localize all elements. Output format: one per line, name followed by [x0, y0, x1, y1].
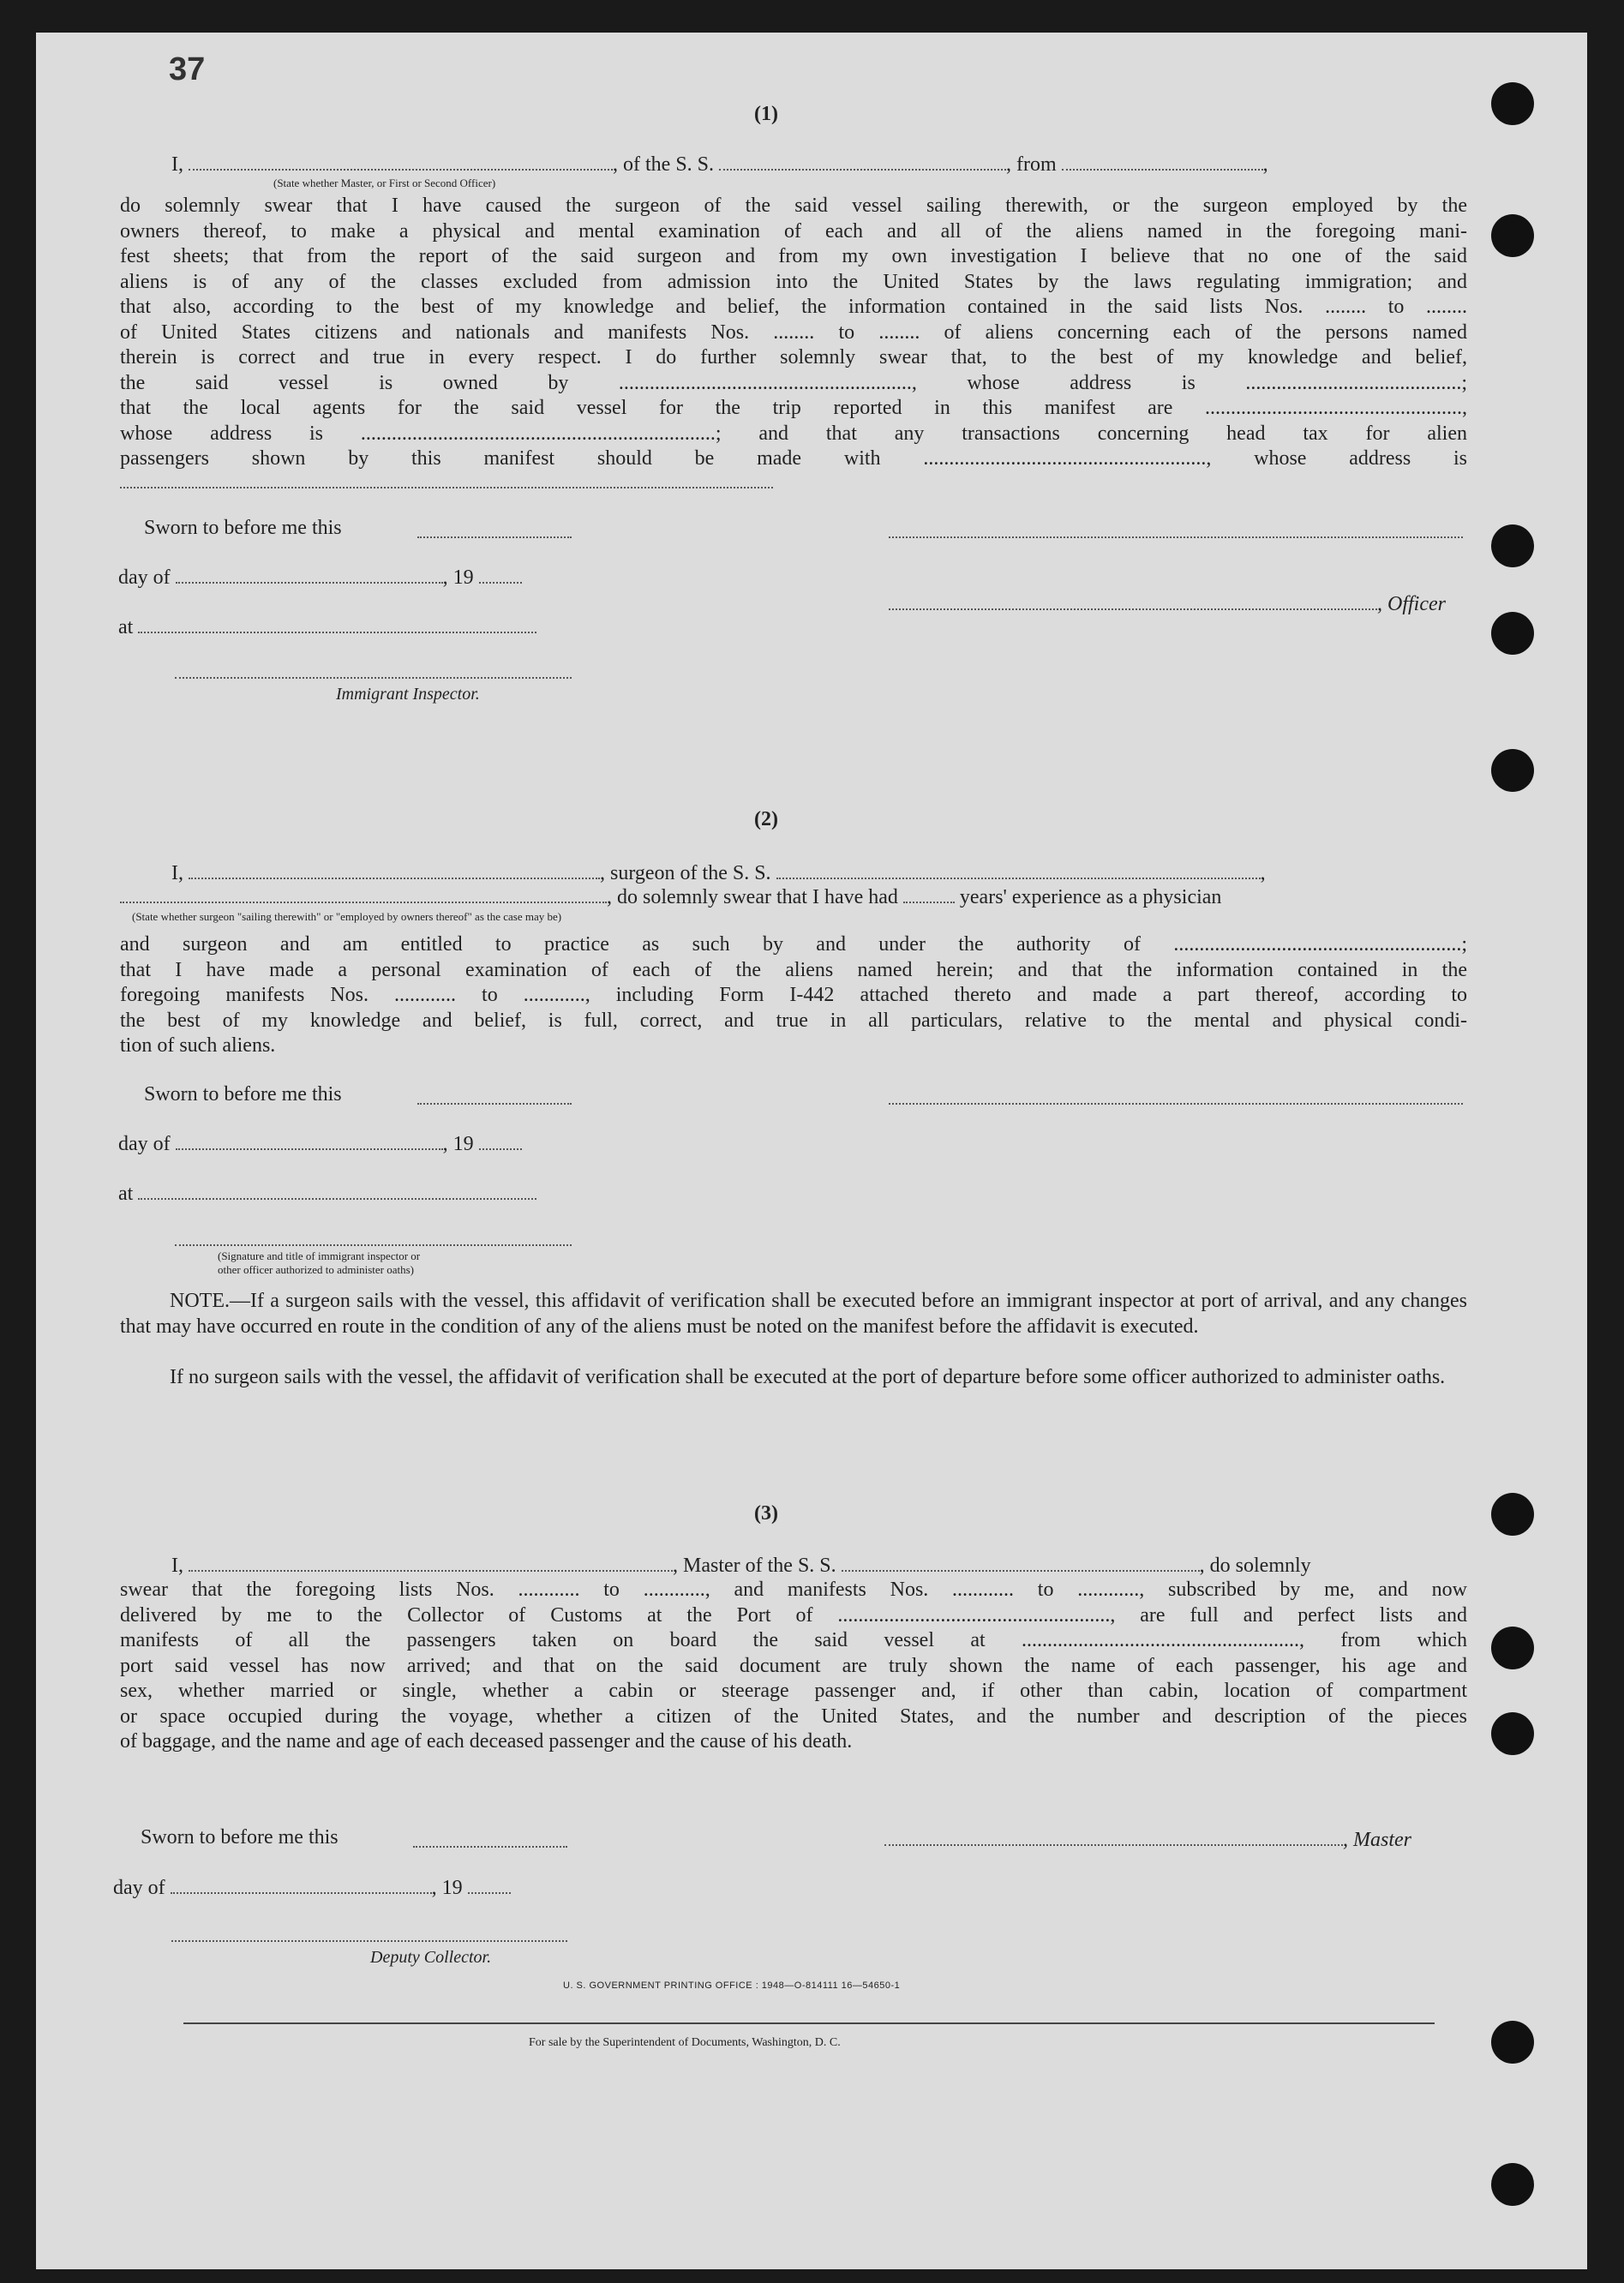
section-3-collector-label: Deputy Collector.	[370, 1948, 492, 1967]
from-port-field[interactable]	[1062, 152, 1263, 171]
punch-hole	[1491, 2163, 1534, 2206]
section-2-line-2: , do solemnly swear that I have had years' experience as a physician	[120, 884, 1221, 911]
section-2-sworn: Sworn to before me this	[144, 1083, 342, 1106]
punch-hole	[1491, 2021, 1534, 2064]
master-name-field[interactable]	[189, 1553, 673, 1572]
section-2-sworn-field[interactable]	[417, 1103, 572, 1105]
section-3-year-field[interactable]	[468, 1875, 511, 1894]
section-2-body: and surgeon and am entitled to practice as such by and under the authority of ........................................................; that I have made a personal examination of each of the aliens named herein; and that the information contained in the foregoing manifests Nos. ............ to ............, including Form I-442 attached thereto and made a part thereof, according to the best of my knowledge and belief, is full, correct, and true in all particulars, relative to the mental and physical condi- tion of such aliens.	[120, 933, 1467, 1057]
punch-hole	[1491, 214, 1534, 257]
section-3-sworn-field[interactable]	[413, 1846, 567, 1848]
section-1-sworn: Sworn to before me this	[144, 517, 342, 539]
section-3-line-1: I, , Master of the S. S. , do solemnly	[171, 1555, 1311, 1577]
surgeon-name-field[interactable]	[189, 860, 600, 879]
section-2-note-2: If no surgeon sails with the vessel, the affidavit of verification shall be executed at the port of departure before some officer authorized to administer oaths.	[170, 1366, 1446, 1388]
section-2-note-1: NOTE.—If a surgeon sails with the vessel, this affidavit of verification shall be executed before an immigrant inspector at port of arrival, and any changes that may have occurred en route in the condition of any of the aliens must be noted on the manifest before the affidavit is executed.	[120, 1290, 1467, 1338]
bleed-through-text	[567, 1489, 579, 1513]
master-vessel-field[interactable]	[842, 1553, 1200, 1572]
section-3-day-field[interactable]	[171, 1875, 432, 1894]
section-1-at-field[interactable]	[138, 614, 536, 633]
section-2-inspector-signature-line[interactable]	[175, 1244, 572, 1246]
head-tax-address-line[interactable]	[120, 487, 773, 488]
punch-hole	[1491, 1712, 1534, 1755]
section-2-year-field[interactable]	[479, 1131, 522, 1150]
section-2-number: (2)	[754, 808, 778, 830]
section-1-inspector-label: Immigrant Inspector.	[336, 685, 480, 704]
vessel-name-field[interactable]	[719, 152, 1006, 171]
section-1-officer-field[interactable]	[889, 591, 1377, 610]
section-2-line-1: I, , surgeon of the S. S. ,	[171, 862, 1266, 884]
section-1-officer-signature-line[interactable]	[889, 536, 1463, 538]
surgeon-vessel-field[interactable]	[776, 860, 1261, 879]
section-3-number: (3)	[754, 1502, 778, 1525]
punch-hole	[1491, 612, 1534, 655]
punch-hole	[1491, 1627, 1534, 1669]
section-3-master: , Master	[884, 1827, 1411, 1854]
footer-sale-note: For sale by the Superintendent of Documents, Washington, D. C.	[529, 2036, 841, 2049]
section-3-collector-signature-line[interactable]	[171, 1940, 567, 1942]
punch-hole	[1491, 749, 1534, 792]
footer-rule	[183, 2022, 1435, 2024]
section-2-sig-caption-1: (Signature and title of immigrant inspector or	[218, 1249, 421, 1262]
section-1-line-1: I, , of the S. S. , from ,	[171, 153, 1268, 176]
section-2-sig-caption-2: other officer authorized to administer oaths)	[218, 1263, 414, 1276]
section-1-inspector-signature-line[interactable]	[175, 677, 572, 679]
section-2-caption: (State whether surgeon "sailing therewith" or "employed by owners thereof" as the case may be)	[132, 910, 562, 923]
section-1-body: do solemnly swear that I have caused the surgeon of the said vessel sailing therewith, or the surgeon employed by the owners thereof, to make a physical and mental examination of each and all of the aliens named in the foregoing mani- fest sheets; that from the report of the said surgeon and from my own investigation I believe that no one of the said aliens is of any of the classes excluded from admission into the United States by the laws regulating immigration; and that also, according to the best of my knowledge and belief, the information contained in the said lists Nos. ........ to ........ of United States citizens and nationals and manifests Nos. ........ to ........ of aliens concerning each of the persons named therein is correct and true in every respect. I do further solemnly swear that, to the best of my knowledge and belief, the said vessel is owned by ........................................................., whose address is ..........................................; that the local agents for the said vessel for the trip reported in this manifest are .................................................., whose address is .....................................................................; and that any transactions concerning head tax for alien passengers shown by this manifest should be made with ......................................................., whose address is	[120, 195, 1467, 470]
section-3-day-of: day of , 19	[113, 1875, 511, 1902]
section-1-day-of: day of , 19	[118, 565, 522, 591]
section-3-body: swear that the foregoing lists Nos. ............ to ............, and manifests Nos. ............ to ............, subscribed by me, and now delivered by me to the Collector of Customs at the Port of ....................................................., are full and perfect lists and manifests of all the passengers taken on board the said vessel at ......................................................, from which port said vessel has now arrived; and that on the said document are truly shown the name of each passenger, his age and sex, whether married or single, whether a cabin or steerage passenger and, if other than cabin, location of compartment or space occupied during the voyage, whether a citizen of the United States, and the number and description of the pieces of baggage, and the name and age of each deceased passenger and the cause of his death.	[120, 1579, 1467, 1753]
section-1-year-field[interactable]	[479, 565, 522, 584]
section-1-officer: , Officer	[889, 591, 1446, 618]
printing-office-mark: U. S. GOVERNMENT PRINTING OFFICE : 1948—O-814111 16—54650-1	[563, 1980, 901, 1991]
section-1-day-field[interactable]	[176, 565, 443, 584]
section-1-caption: (State whether Master, or First or Second Officer)	[273, 177, 496, 189]
surgeon-years-field[interactable]	[903, 884, 955, 903]
section-2-day-field[interactable]	[176, 1131, 443, 1150]
punch-hole	[1491, 524, 1534, 567]
document-page	[36, 33, 1587, 2269]
section-2-at-field[interactable]	[138, 1181, 536, 1200]
section-1-sworn-field[interactable]	[417, 536, 572, 538]
punch-hole	[1491, 82, 1534, 125]
section-1-number: (1)	[754, 103, 778, 125]
page-mark: 37	[169, 51, 206, 87]
section-3-sworn: Sworn to before me this	[141, 1826, 339, 1849]
punch-hole	[1491, 1493, 1534, 1536]
surgeon-capacity-field[interactable]	[120, 884, 607, 903]
section-1-at: at	[118, 614, 536, 641]
section-2-day-of: day of , 19	[118, 1131, 522, 1158]
section-2-at: at	[118, 1181, 536, 1207]
officer-title-field[interactable]	[189, 152, 613, 171]
section-3-master-field[interactable]	[884, 1827, 1343, 1846]
section-2-surgeon-signature-line[interactable]	[889, 1103, 1463, 1105]
